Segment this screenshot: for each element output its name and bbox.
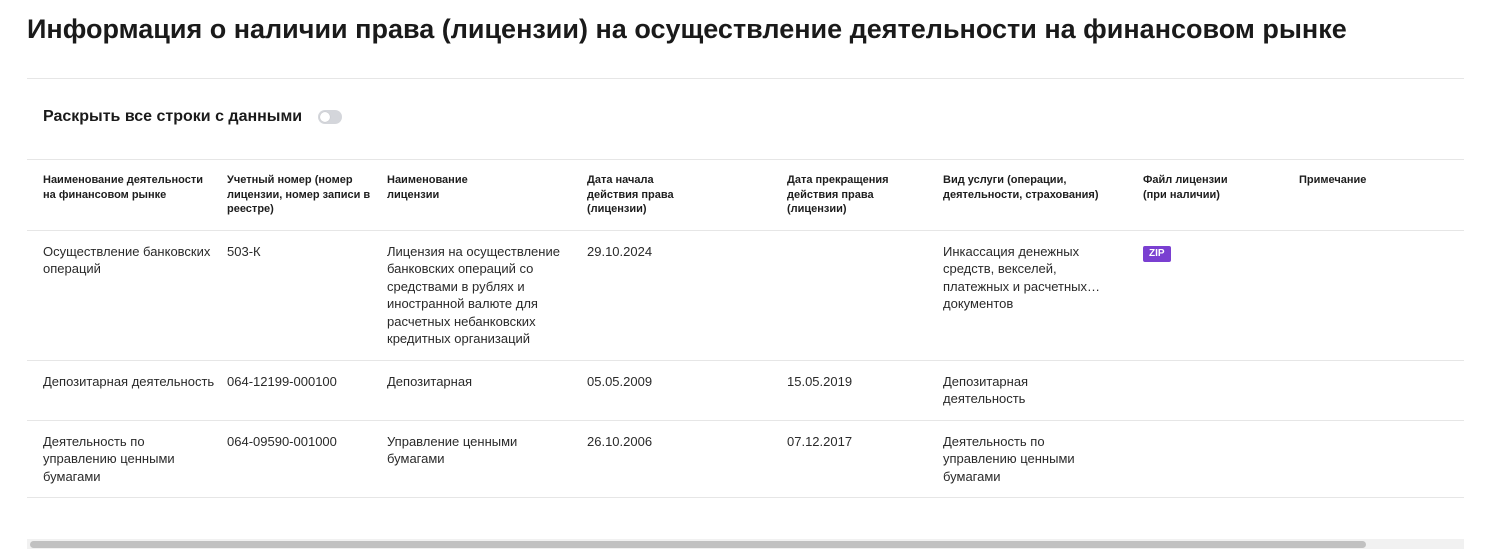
expand-all-label: Раскрыть все строки с данными [43,108,303,125]
expand-all-toggle[interactable] [318,110,342,124]
col-header-end-date: Дата прекращения действия права (лицензии) [787,174,889,215]
cell-activity: Осуществление банковских операций [43,243,211,276]
cell-number: 503-К [227,243,261,259]
col-header-license-name: Наименование лицензии [387,174,468,201]
title-divider [27,78,1464,79]
col-header-start-date: Дата начала действия права (лицензии) [587,174,674,215]
cell-end-date: 07.12.2017 [787,433,853,449]
horizontal-scrollbar[interactable] [27,539,1464,549]
cell-note [1299,230,1464,360]
col-header-number: Учетный номер (номер лицензии, номер записи в реестре) [227,174,371,215]
table-row [27,420,1464,498]
cell-service-type: Депозитарная деятельность [943,373,1029,406]
col-header-note: Примечание [1299,174,1367,186]
col-header-file: Файл лицензии (при наличии) [1143,174,1228,201]
cell-number: 064-09590-001000 [227,433,337,449]
col-header-service-type: Вид услуги (операции, деятельности, страхования) [943,174,1099,201]
cell-service-type [943,230,1143,360]
table-row [27,230,1464,360]
page-title: Информация о наличии права (лицензии) на осуществление деятельности на финансовом рынке [27,14,1347,44]
cell-start-date: 05.05.2009 [587,373,653,389]
cell-file [1143,360,1299,420]
cell-number: 064-12199-000100 [227,373,337,389]
cell-activity: Деятельность по управлению ценными бумагами [43,433,175,484]
cell-start-date: 29.10.2024 [587,243,653,259]
zip-file-badge[interactable]: ZIP [1143,246,1171,262]
cell-activity: Депозитарная деятельность [43,373,215,389]
cell-end-date: 15.05.2019 [787,373,853,389]
scrollbar-thumb[interactable] [30,541,1366,548]
col-header-activity: Наименование деятельности на финансовом рынке [43,174,204,201]
cell-license-name: Управление ценными бумагами [387,433,518,466]
cell-start-date: 26.10.2006 [587,433,653,449]
cell-note [1299,360,1464,420]
service-type-text: Инкассация денежных средств, векселей, платежных и расчетных документов [943,243,1088,311]
cell-note [1299,420,1464,498]
cell-license-name: Депозитарная [387,373,473,389]
license-table [27,159,1464,498]
cell-end-date [787,230,943,360]
cell-file [1143,420,1299,498]
table-row [27,360,1464,420]
cell-service-type: Деятельность по управлению ценными бумагами [943,433,1075,484]
toggle-knob [320,112,330,122]
table-header-row [27,160,1464,231]
cell-file [1143,230,1299,360]
cell-license-name: Лицензия на осуществление банковских операций со средствами в рублях и иностранной валюте для расчетных небанковских кредитных организаций [387,243,560,346]
license-table-container [27,159,1464,498]
expand-all-row [43,108,342,126]
